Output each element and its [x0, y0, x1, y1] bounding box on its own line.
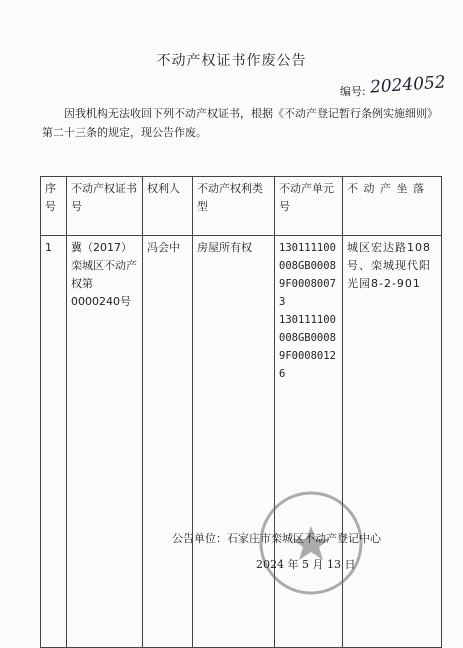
intro-paragraph: 因我机构无法收回下列不动产权证书，根据《不动产登记暂行条例实施细则》第二十三条的规定，现公告作废。	[42, 107, 433, 139]
cell-right-type: 房屋所有权	[193, 236, 275, 648]
header-index: 序号	[41, 177, 67, 236]
serial-label: 编号:	[340, 85, 366, 98]
issuing-organization: 公告单位：石家庄市栾城区不动产登记中心	[172, 532, 381, 545]
header-cert-number: 不动产权证书号	[67, 177, 143, 236]
issue-date: 2024 年 5 月 13 日	[256, 558, 356, 571]
certificate-table	[40, 176, 442, 648]
table-row	[41, 236, 442, 648]
unit-number-1: 130111100008GB00089F00080073	[279, 242, 336, 308]
cell-cert-number: 冀（2017）栾城区不动产权第0000240号	[67, 236, 143, 648]
header-holder: 权利人	[143, 177, 193, 236]
header-location: 不 动 产 坐 落	[343, 177, 442, 236]
serial-handwritten: 2024052	[369, 72, 447, 98]
table-header-row	[41, 177, 442, 236]
header-unit-number: 不动产单元号	[275, 177, 343, 236]
header-right-type: 不动产权利类型	[193, 177, 275, 236]
cell-location: 城区宏达路108号、栾城现代阳光园8-2-901	[343, 236, 442, 648]
page-title: 不动产权证书作废公告	[156, 53, 307, 69]
unit-number-2: 130111100008GB00089F00080126	[279, 314, 336, 380]
cell-index: 1	[41, 236, 67, 648]
cell-holder: 冯会中	[143, 236, 193, 648]
